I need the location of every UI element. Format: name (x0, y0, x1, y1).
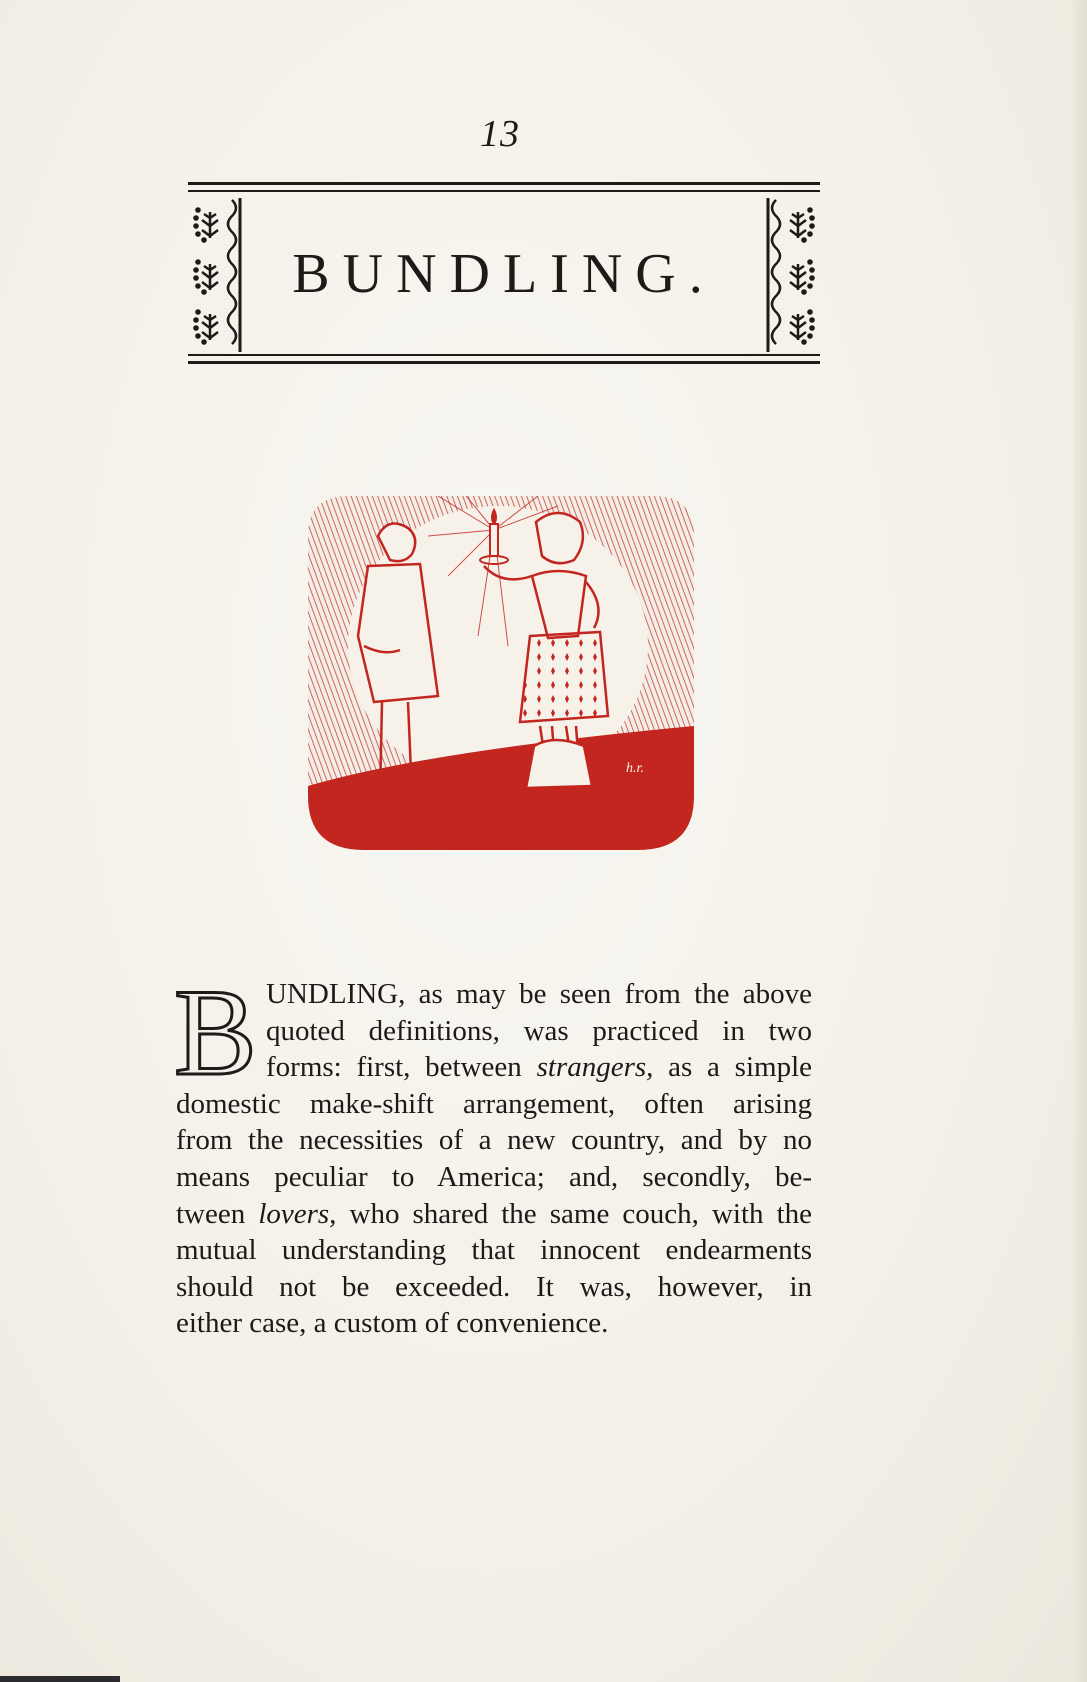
italic-term: strangers, (536, 1051, 654, 1084)
text-run: domestic make-shift arrangement, often arising (176, 1087, 812, 1120)
text-line (176, 1232, 812, 1269)
bundling-illustration (308, 496, 694, 850)
text-run: from the necessities of a new country, and by no (176, 1124, 812, 1157)
text-run: as a simple (653, 1051, 813, 1084)
text-run: means peculiar to America; and, secondly, be- (176, 1160, 812, 1193)
text-run: tween (176, 1197, 259, 1230)
text-run: should not be exceeded. It was, however, in (176, 1270, 812, 1303)
text-line (176, 1013, 812, 1050)
text-line (176, 1269, 812, 1306)
page-number: 13 (480, 113, 520, 155)
text-line (176, 976, 812, 1013)
page-edge (1073, 0, 1087, 1682)
illustration-signature: h.r. (626, 761, 644, 776)
chapter-heading-frame (188, 182, 820, 364)
text-line (176, 1122, 812, 1159)
italic-term: lovers, (258, 1197, 337, 1230)
text-run: UNDLING, as may be seen from the above (266, 978, 812, 1010)
chapter-title: BUNDLING. (292, 243, 716, 305)
text-line (176, 1305, 812, 1342)
body-paragraph (176, 976, 812, 1342)
bottom-rule-outer (188, 361, 820, 364)
top-rule-outer (188, 182, 820, 185)
bottom-rule-inner (188, 354, 820, 356)
drop-cap-letter: B (174, 978, 257, 1084)
text-run: who shared the same couch, with the (336, 1197, 812, 1230)
text-line (176, 1159, 812, 1196)
text-run: mutual understanding that innocent endearments (176, 1234, 812, 1267)
text-line (176, 1196, 812, 1233)
scan-edge-strip (0, 1676, 120, 1682)
top-rule-inner (188, 190, 820, 192)
text-run: quoted definitions, was practiced in two (266, 1014, 812, 1047)
text-run: forms: first, between (266, 1051, 537, 1084)
text-run: either case, a custom of convenience. (176, 1307, 609, 1340)
text-line (176, 1049, 812, 1086)
text-line (176, 1086, 812, 1123)
